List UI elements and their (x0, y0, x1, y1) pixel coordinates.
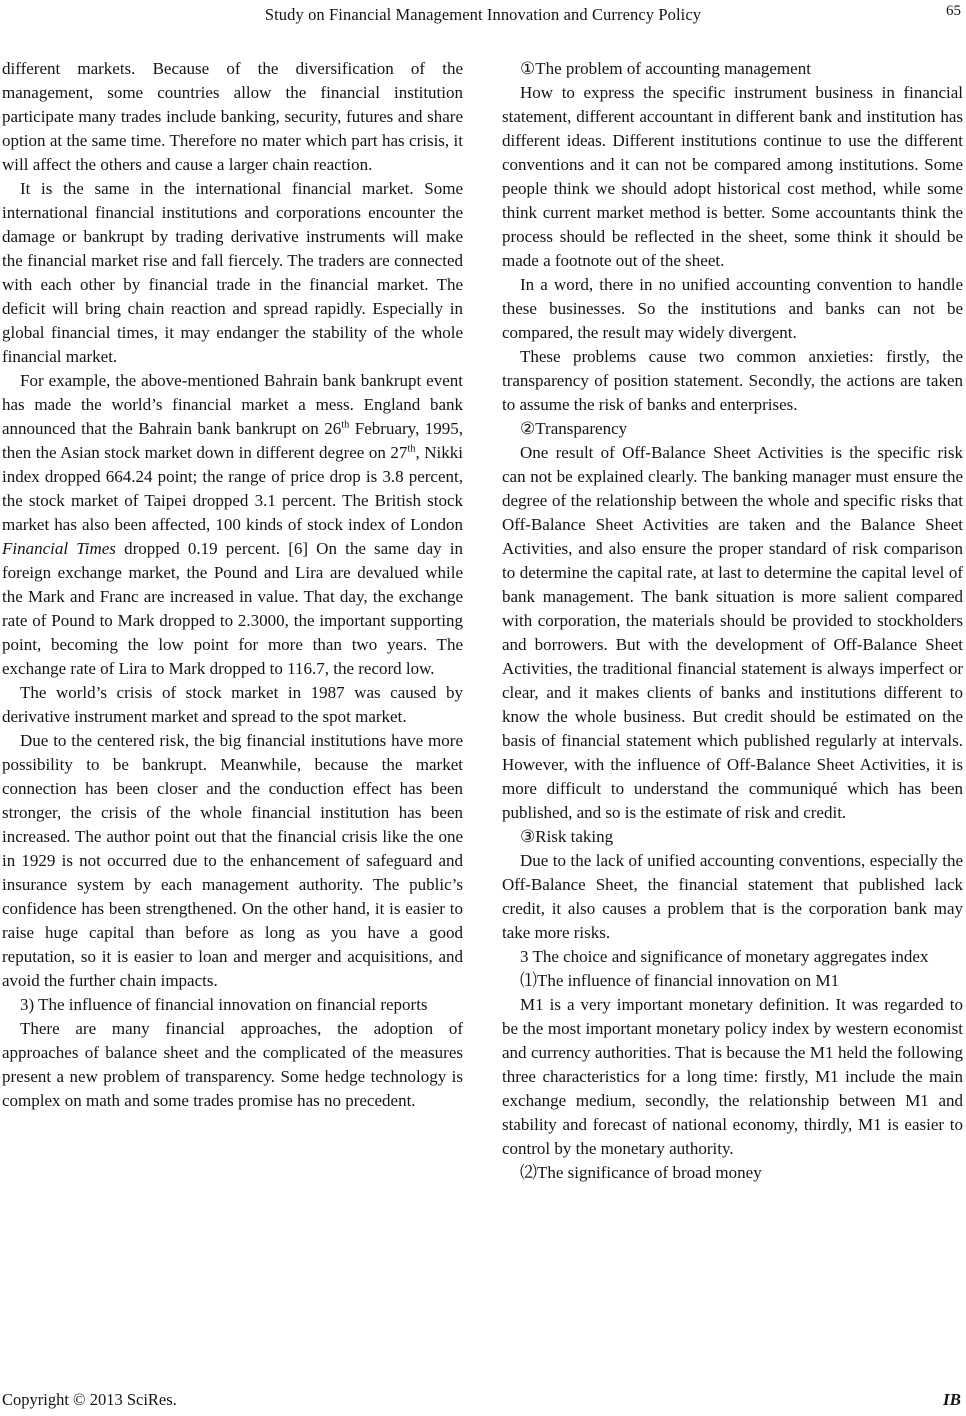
paragraph: 3) The influence of financial innovation on financial reports (20, 995, 428, 1014)
paragraph: Due to the lack of unified accounting conventions, especially the Off-Balance Sheet, the financial statement that published lack credit, it also causes a problem that is the corporation bank may take more risks. (502, 851, 963, 942)
paragraph: ⑵The significance of broad money (520, 1163, 762, 1182)
paragraph: These problems cause two common anxieties: firstly, the transparency of position statement. Secondly, the actions are taken to assume the risk of banks and enterprises. (502, 347, 963, 414)
column-left (2, 57, 463, 1185)
page-title: Study on Financial Management Innovation and Currency Policy (264, 5, 702, 24)
journal-abbreviation: IB (943, 1390, 961, 1409)
paragraph: For example, the above-mentioned Bahrain bank bankrupt event has made the world’s financial market a mess. England bank announced that the Bahrain bank bankrupt on 26th February, 1995, then the Asian stock market down in different degree on 27th, Nikki index dropped 664.24 point; the range of price drop is 3.8 percent, the stock market of Taipei dropped 3.1 percent. The British stock market has also been affected, 100 kinds of stock index of London Financial Times dropped 0.19 percent. [6] On the same day in foreign exchange market, the Pound and Lira are devalued while the Mark and Franc are increased in value. That day, the exchange rate of Pound to Mark dropped to 2.3000, the important supporting point, becoming the low point for more than two years. The exchange rate of Lira to Mark dropped to 116.7, the record low. (2, 371, 463, 678)
paragraph: Due to the centered risk, the big financial institutions have more possibility to be bankrupt. Meanwhile, because the market connection has been closer and the conduction effect has been stronger, the crisis of the whole financial institution has been increased. The author point out that the financial crisis like the one in 1929 is not occurred due to the enhancement of safeguard and insurance system by each management authority. The public’s confidence has been strengthened. On the other hand, it is easier to raise huge capital than before as long as you have a good reputation, so it is easier to loan and merger and acquisitions, and avoid the further chain impacts. (2, 731, 463, 990)
paragraph: How to express the specific instrument business in financial statement, different accountant in different bank and institution has different ideas. Different institutions continue to use the different conventions and it can not be compared among institutions. Some people think we should adopt historical cost method, while some think current market method is better. Some accountants think the process should be reflected in the sheet, some think it should be made a footnote out of the sheet. (502, 83, 963, 270)
paragraph: In a word, there in no unified accounting convention to handle these businesses. So the institutions and banks can not be compared, the result may widely divergent. (502, 275, 963, 342)
article-body (2, 57, 963, 1185)
paragraph: The world’s crisis of stock market in 1987 was caused by derivative instrument market and spread to the spot market. (2, 683, 463, 726)
paragraph: different markets. Because of the diversification of the management, some countries allow the financial institution participate many trades include banking, security, futures and share option at the same time. Therefore no mater which part has crisis, it will affect the others and cause a larger chain reaction. (2, 59, 463, 174)
paragraph: ①The problem of accounting management (520, 59, 811, 78)
copyright-notice: Copyright © 2013 SciRes. (2, 1390, 177, 1409)
column-right (502, 57, 963, 1185)
page-number: 65 (946, 3, 961, 19)
paragraph: ②Transparency (520, 419, 628, 438)
paragraph: One result of Off-Balance Sheet Activities is the specific risk can not be explained clearly. The banking manager must ensure the degree of the relationship between the whole and specific risks that Off-Balance Sheet Activities are taken and the Balance Sheet Activities, and also ensure the proper standard of risk comparison to determine the capital rate, at last to determine the capital level of bank management. The bank situation is more salient compared with corporation, the materials should be provided to stockholders and borrowers. But with the development of Off-Balance Sheet Activities, the traditional financial statement is always imperfect or clear, and it makes clients of banks and institutions different to know the whole business. But credit should be estimated on the basis of financial statement which published regularly at intervals. However, with the influence of Off-Balance Sheet Activities, it is more difficult to understand the communiqué which has been published, and so is the estimate of risk and credit. (502, 443, 963, 822)
paragraph: ③Risk taking (520, 827, 614, 846)
page-footer (2, 1390, 961, 1410)
paragraph: There are many financial approaches, the adoption of approaches of balance sheet and the complicated of the measures present a new problem of transparency. Some hedge technology is complex on math and some trades promise has no precedent. (2, 1019, 463, 1110)
paragraph: 3 The choice and significance of monetary aggregates index (520, 947, 929, 966)
paragraph: M1 is a very important monetary definition. It was regarded to be the most important monetary policy index by western economist and currency authorities. That is because the M1 held the following three characteristics for a long time: firstly, M1 include the main exchange medium, secondly, the relationship between M1 and stability and forecast of national economy, thirdly, M1 is easier to control by the monetary authority. (502, 995, 963, 1158)
paragraph: It is the same in the international financial market. Some international financial institutions and corporations encounter the damage or bankrupt by trading derivative instruments will make the financial market rise and fall fiercely. The traders are connected with each other by financial trade in the financial market. The deficit will bring chain reaction and spread rapidly. Especially in global financial times, it may endanger the stability of the whole financial market. (2, 179, 463, 366)
paragraph: ⑴The influence of financial innovation on M1 (520, 971, 840, 990)
